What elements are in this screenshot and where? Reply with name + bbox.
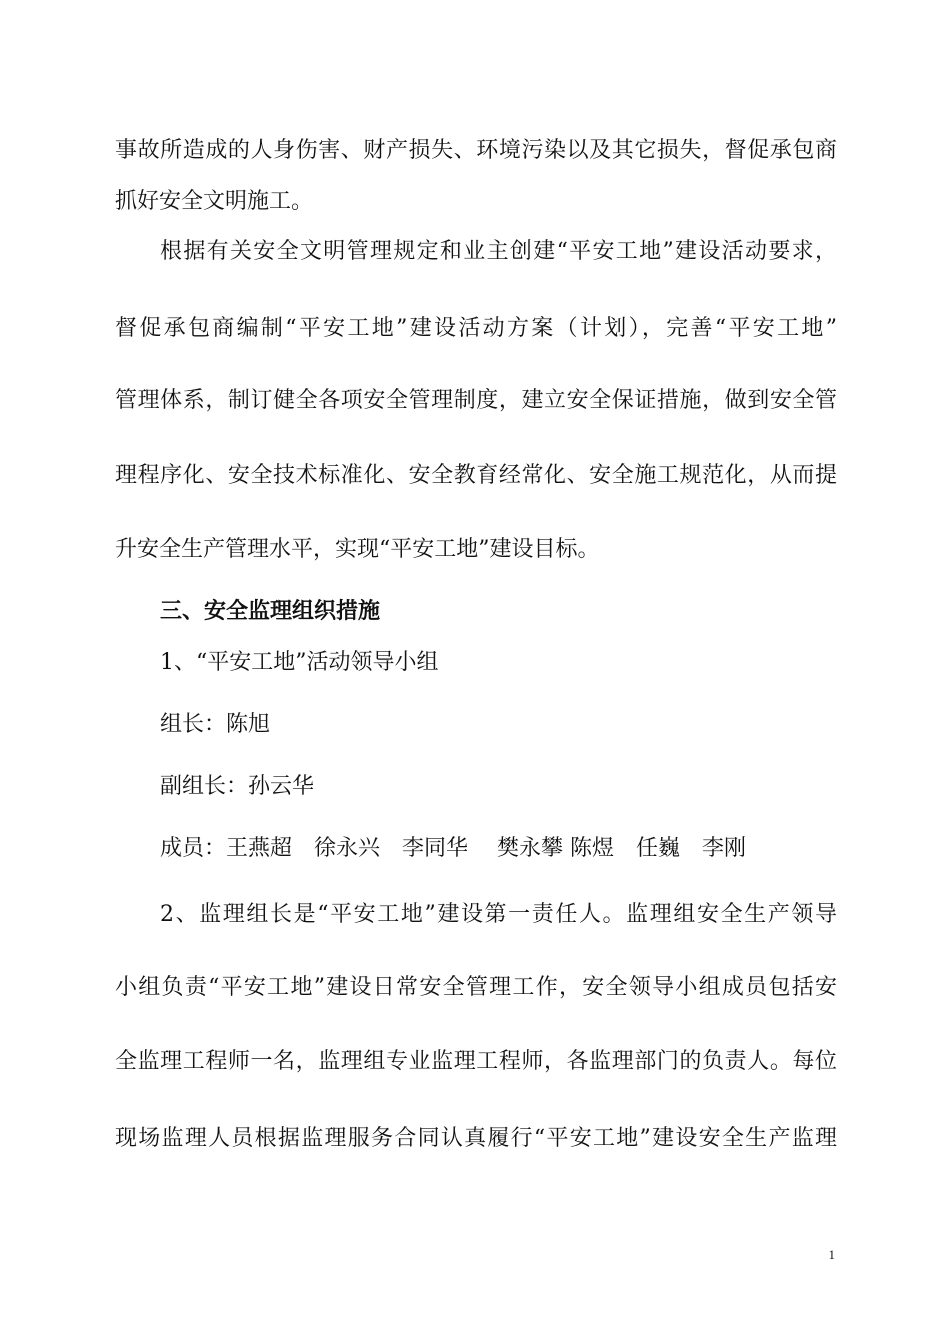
paragraph-1-line-2: 抓好安全文明施工。 xyxy=(115,189,314,214)
paragraph-2-line-2: 督促承包商编制“平安工地”建设活动方案（计划），完善“平安工地” xyxy=(115,316,837,341)
paragraph-3-line-3: 全监理工程师一名，监理组专业监理工程师，各监理部门的负责人。每位 xyxy=(115,1049,837,1074)
members-line: 成员：王燕超 徐永兴 李同华 樊永攀 陈煜 任巍 李刚 xyxy=(160,836,746,861)
paragraph-2-line-1: 根据有关安全文明管理规定和业主创建“平安工地”建设活动要求， xyxy=(160,239,837,264)
paragraph-3-line-4: 现场监理人员根据监理服务合同认真履行“平安工地”建设安全生产监理 xyxy=(115,1126,837,1151)
page-number: 1 xyxy=(828,1247,835,1262)
paragraph-2-line-5: 升安全生产管理水平，实现“平安工地”建设目标。 xyxy=(115,537,600,562)
item-1-title: 1、“平安工地”活动领导小组 xyxy=(160,650,439,675)
section-heading: 三、安全监理组织措施 xyxy=(160,599,381,624)
leader-line: 组长：陈旭 xyxy=(160,712,271,737)
paragraph-2-line-4: 理程序化、安全技术标准化、安全教育经常化、安全施工规范化，从而提 xyxy=(115,463,837,488)
paragraph-2-line-3: 管理体系，制订健全各项安全管理制度，建立安全保证措施，做到安全管 xyxy=(115,388,837,413)
deputy-leader-line: 副组长：孙云华 xyxy=(160,774,315,799)
paragraph-1-line-1: 事故所造成的人身伤害、财产损失、环境污染以及其它损失，督促承包商 xyxy=(115,138,837,163)
paragraph-3-line-1: 2、监理组长是“平安工地”建设第一责任人。监理组安全生产领导 xyxy=(160,902,837,927)
paragraph-3-line-2: 小组负责“平安工地”建设日常安全管理工作，安全领导小组成员包括安 xyxy=(115,975,837,1000)
